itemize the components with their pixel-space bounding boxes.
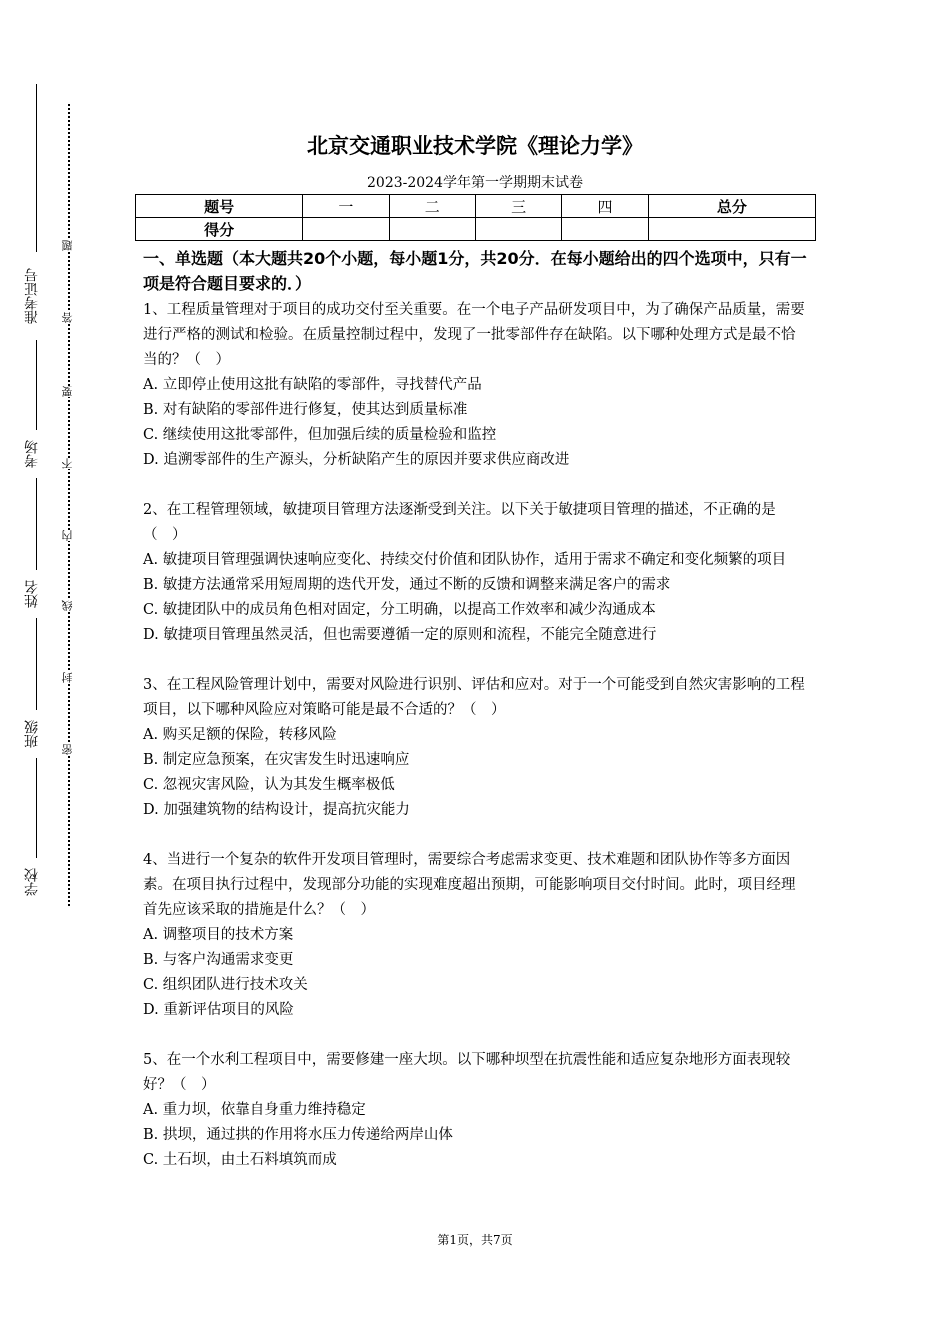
score-header-cell: 总分	[648, 195, 815, 218]
score-row-label: 得分	[136, 218, 303, 241]
score-table-header-row	[136, 195, 816, 218]
option-b: B. 制定应急预案，在灾害发生时迅速响应	[143, 752, 410, 768]
seal-dotted-line	[68, 104, 70, 906]
seal-char: 封	[61, 672, 74, 683]
option-a: A. 购买足额的保险，转移风险	[143, 727, 337, 743]
option-a: A. 重力坝，依靠自身重力维持稳定	[143, 1102, 366, 1118]
score-header-cell: 四	[562, 195, 648, 218]
score-header-cell: 三	[475, 195, 561, 218]
name-label: 姓名	[24, 580, 40, 608]
score-cell[interactable]	[562, 218, 648, 241]
score-header-cell: 题号	[136, 195, 303, 218]
seal-char: 不	[61, 458, 74, 469]
question-stem: 1、工程质量管理对于项目的成功交付至关重要。在一个电子产品研发项目中，为了确保产品质量，需要进行严格的测试和检验。在质量控制过程中，发现了一批零部件存在缺陷。以下哪种处理方式是最不恰当的？（ ）	[143, 302, 805, 368]
question-stem: 2、在工程管理领域，敏捷项目管理方法逐渐受到关注。以下关于敏捷项目管理的描述，不正确的是（ ）	[143, 502, 776, 543]
option-b: B. 与客户沟通需求变更	[143, 952, 294, 968]
seal-char: 题	[61, 240, 74, 251]
question-3	[143, 673, 809, 823]
question-4	[143, 848, 809, 1023]
section-heading: 一、单选题（本大题共20个小题，每小题1分，共20分．在每小题给出的四个选项中，只有一项是符合题目要求的．）	[143, 249, 807, 293]
score-table	[135, 194, 816, 241]
option-a: A. 敏捷项目管理强调快速响应变化、持续交付价值和团队协作，适用于需求不确定和变化频繁的项目	[143, 552, 787, 568]
option-d: D. 敏捷项目管理虽然灵活，但也需要遵循一定的原则和流程，不能完全随意进行	[143, 627, 657, 643]
seal-char: 要	[61, 386, 74, 397]
exam-title: 北京交通职业技术学院《理论力学》	[307, 134, 643, 158]
page-number: 第1页，共7页	[437, 1233, 513, 1247]
option-d: D. 加强建筑物的结构设计，提高抗灾能力	[143, 802, 410, 818]
exam-subtitle: 2023-2024学年第一学期期末试卷	[367, 175, 583, 191]
score-header-cell: 二	[389, 195, 475, 218]
question-stem: 3、在工程风险管理计划中，需要对风险进行识别、评估和应对。对于一个可能受到自然灾害影响的工程项目，以下哪种风险应对策略可能是最不合适的？（ ）	[143, 677, 805, 718]
option-b: B. 拱坝，通过拱的作用将水压力传递给两岸山体	[143, 1127, 453, 1143]
score-cell[interactable]	[648, 218, 815, 241]
score-cell[interactable]	[475, 218, 561, 241]
exam-room-line	[36, 340, 37, 430]
score-cell[interactable]	[303, 218, 389, 241]
option-b: B. 对有缺陷的零部件进行修复，使其达到质量标准	[143, 402, 468, 418]
question-stem: 5、在一个水利工程项目中，需要修建一座大坝。以下哪种坝型在抗震性能和适应复杂地形方面表现较好？（ ）	[143, 1052, 791, 1093]
score-header-cell: 一	[303, 195, 389, 218]
option-c: C. 土石坝，由土石料填筑而成	[143, 1152, 337, 1168]
name-line	[36, 478, 37, 570]
exam-content	[143, 246, 809, 1198]
question-5	[143, 1048, 809, 1173]
seal-char: 答	[61, 312, 74, 323]
option-c: C. 继续使用这批零部件，但加强后续的质量检验和监控	[143, 427, 497, 443]
class-label: 班级	[24, 720, 40, 748]
class-line	[36, 618, 37, 710]
score-cell[interactable]	[389, 218, 475, 241]
seal-char: 内	[61, 530, 74, 541]
seal-char: 密	[61, 744, 74, 755]
option-c: C. 敏捷团队中的成员角色相对固定，分工明确，以提高工作效率和减少沟通成本	[143, 602, 656, 618]
exam-id-line	[36, 84, 37, 252]
seal-char: 线	[61, 600, 74, 611]
option-a: A. 立即停止使用这批有缺陷的零部件，寻找替代产品	[143, 377, 482, 393]
score-table-score-row	[136, 218, 816, 241]
option-d: D. 重新评估项目的风险	[143, 1002, 294, 1018]
question-stem: 4、当进行一个复杂的软件开发项目管理时，需要综合考虑需求变更、技术难题和团队协作等多方面因素。在项目执行过程中，发现部分功能的实现难度超出预期，可能影响项目交付时间。此时，项目经理首先应该采取的措施是什么？（ ）	[143, 852, 796, 918]
option-a: A. 调整项目的技术方案	[143, 927, 294, 943]
exam-id-label: 准考证号	[24, 268, 40, 324]
school-line	[36, 758, 37, 858]
option-c: C. 忽视灾害风险，认为其发生概率极低	[143, 777, 395, 793]
option-b: B. 敏捷方法通常采用短周期的迭代开发，通过不断的反馈和调整来满足客户的需求	[143, 577, 671, 593]
option-c: C. 组织团队进行技术攻关	[143, 977, 308, 993]
question-1	[143, 298, 809, 473]
school-label: 学校	[24, 868, 40, 896]
question-2	[143, 498, 809, 648]
exam-room-label: 考场	[24, 440, 40, 468]
option-d: D. 追溯零部件的生产源头，分析缺陷产生的原因并要求供应商改进	[143, 452, 570, 468]
